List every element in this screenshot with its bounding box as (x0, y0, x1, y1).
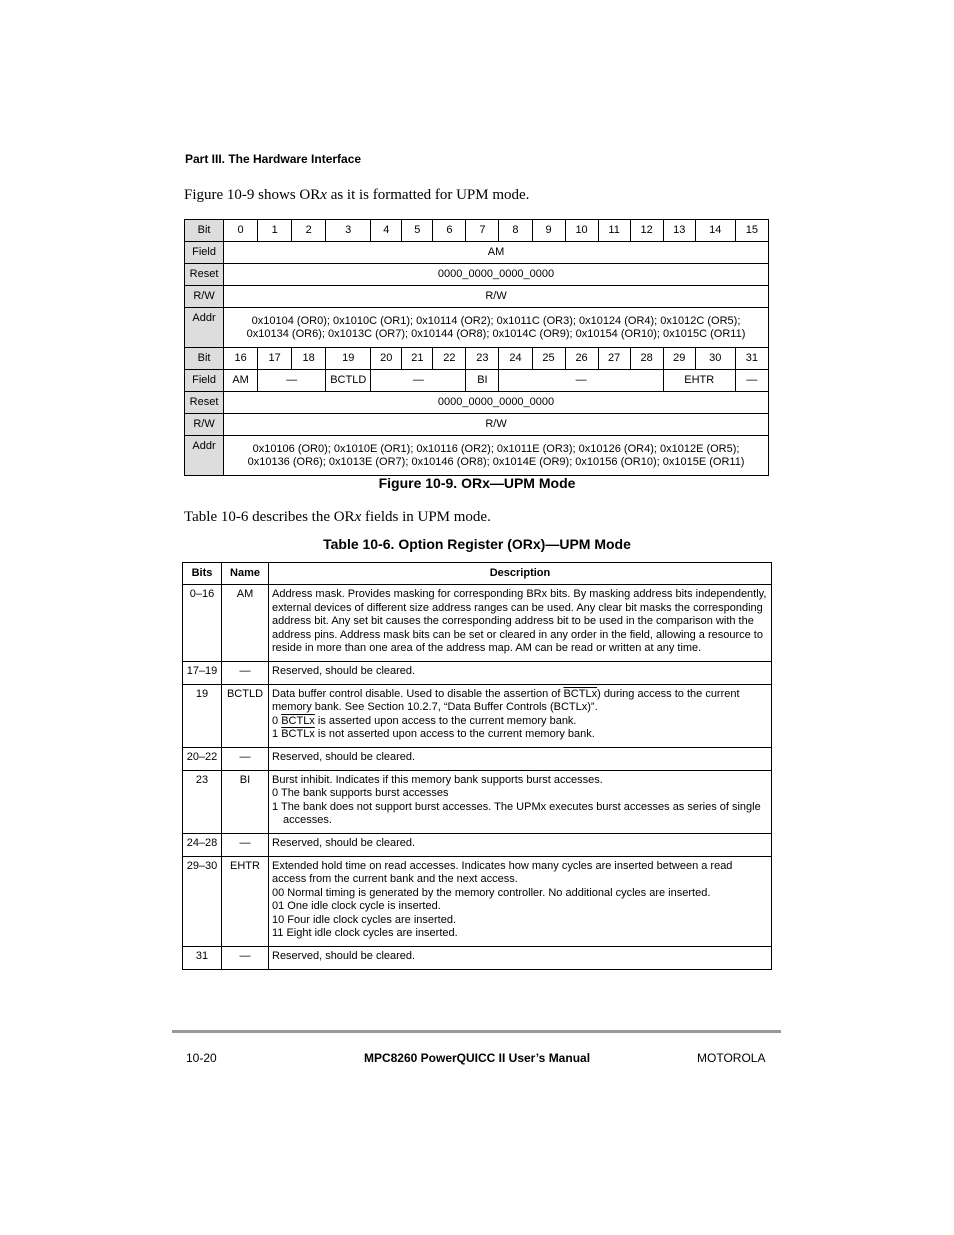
bit-number: 19 (326, 348, 371, 370)
option-line: 01 One idle clock cycle is inserted. (272, 900, 441, 913)
page-number: 10-20 (186, 1051, 217, 1065)
option-line: 10 Four idle clock cycles are inserted. (272, 913, 457, 926)
bit-number: 29 (663, 348, 695, 370)
addr-value (224, 436, 769, 476)
bit-number: 25 (532, 348, 565, 370)
option-line (272, 715, 768, 729)
bit-number: 11 (598, 220, 630, 242)
table-header-row (183, 563, 772, 585)
text-run: is not asserted upon access to the current memory bank. (314, 728, 595, 741)
row-name: EHTR (222, 856, 269, 947)
table-row (183, 856, 772, 947)
bit-number: 28 (630, 348, 663, 370)
option-line: 0 The bank supports burst accesses (272, 787, 449, 800)
row-name: — (222, 833, 269, 856)
row-description (269, 770, 772, 833)
header-name: Name (222, 563, 269, 585)
bit-number: 12 (630, 220, 663, 242)
addr-value (224, 308, 769, 348)
field-bctld: BCTLD (326, 370, 371, 392)
rw-label: R/W (185, 286, 224, 308)
bit-number: 27 (598, 348, 630, 370)
row-name: — (222, 947, 269, 970)
bit-number: 4 (371, 220, 402, 242)
table-row (183, 947, 772, 970)
intro-var: x (320, 187, 327, 203)
field-reserved: — (371, 370, 466, 392)
header-bits: Bits (183, 563, 222, 585)
text-run: 1 (272, 728, 282, 741)
row-description: Address mask. Provides masking for corresponding BRx bits. By masking address bits independently, external devices of different size address ranges can be used. Any clear bit masks the corresponding address bit. Any set bit causes the corresponding address bit to be used in the comparison with the address pins. Address mask bits can be set or cleared in any order in the field, allowing a resource to reside in more than one area of the address map. AM can be read or written at any time. (269, 585, 772, 662)
field-reserved: — (735, 370, 768, 392)
addr-row-lower (185, 436, 769, 476)
intro-var: x (354, 509, 362, 525)
text-run: is asserted upon access to the current memory bank. (314, 714, 577, 727)
bit-number: 23 (466, 348, 499, 370)
bit-label: Bit (185, 348, 224, 370)
field-label: Field (185, 370, 224, 392)
figure-caption: Figure 10-9. ORx—UPM Mode (378, 475, 576, 491)
option-line: 1 The bank does not support burst accesses. The UPMx executes burst accesses as series of single (272, 800, 761, 813)
bit-number: 9 (532, 220, 565, 242)
option-line (272, 728, 768, 742)
reset-value: 0000_0000_0000_0000 (224, 392, 769, 414)
table-row (183, 833, 772, 856)
bit-number: 1 (258, 220, 292, 242)
row-bits: 29–30 (183, 856, 222, 947)
bit-number: 18 (292, 348, 326, 370)
text-run: Data buffer control disable. Used to disable the assertion of (272, 687, 564, 700)
rw-row-upper (185, 286, 769, 308)
intro-text: Table 10-6 describes the OR (184, 509, 355, 525)
register-figure (184, 219, 769, 476)
option-line: 11 Eight idle clock cycles are inserted. (272, 927, 458, 940)
bit-number: 17 (258, 348, 292, 370)
addr-line: 0x10134 (OR6); 0x1013C (OR7); 0x10144 (OR8); 0x1014C (OR9); 0x10154 (OR10); 0x1015C (OR11) (246, 327, 746, 340)
row-name: — (222, 747, 269, 770)
bit-number: 31 (735, 348, 768, 370)
field-am: AM (224, 370, 258, 392)
description-text: Burst inhibit. Indicates if this memory bank supports burst accesses. (272, 773, 603, 786)
rw-value: R/W (224, 286, 769, 308)
table-caption: Table 10-6. Option Register (ORx)—UPM Mode (323, 536, 631, 552)
field-row-upper (185, 242, 769, 264)
bit-number: 14 (695, 220, 735, 242)
reset-label: Reset (185, 264, 224, 286)
row-description: Reserved, should be cleared. (269, 833, 772, 856)
bit-number: 0 (224, 220, 258, 242)
row-bits: 0–16 (183, 585, 222, 662)
rw-label: R/W (185, 414, 224, 436)
option-line-continued: accesses. (283, 814, 332, 827)
row-description: Reserved, should be cleared. (269, 747, 772, 770)
bit-row-upper (185, 220, 769, 242)
reset-row-lower (185, 392, 769, 414)
bit-number: 2 (292, 220, 326, 242)
company-name: MOTOROLA (697, 1051, 766, 1065)
bit-number: 20 (371, 348, 402, 370)
bit-number: 21 (402, 348, 433, 370)
addr-line: 0x10136 (OR6); 0x1013E (OR7); 0x10146 (OR8); 0x1014E (OR9); 0x10156 (OR10); 0x1015E (OR11) (247, 455, 745, 468)
bit-number: 10 (565, 220, 598, 242)
row-bits: 20–22 (183, 747, 222, 770)
bit-label: Bit (185, 220, 224, 242)
bit-number: 7 (466, 220, 499, 242)
row-name: BCTLD (222, 684, 269, 747)
intro-paragraph (184, 187, 529, 204)
row-description: Reserved, should be cleared. (269, 661, 772, 684)
field-bi: BI (466, 370, 499, 392)
signal-name: BCTLx (563, 687, 598, 700)
addr-label: Addr (185, 308, 224, 348)
reset-value: 0000_0000_0000_0000 (224, 264, 769, 286)
footer-rule (172, 1030, 781, 1033)
addr-line: 0x10106 (OR0); 0x1010E (OR1); 0x10116 (OR2); 0x1011E (OR3); 0x10126 (OR4); 0x1012E (OR5); (252, 442, 740, 455)
field-row-lower (185, 370, 769, 392)
header-description: Description (269, 563, 772, 585)
reset-row-upper (185, 264, 769, 286)
bit-row-lower (185, 348, 769, 370)
addr-row-upper (185, 308, 769, 348)
row-name: — (222, 661, 269, 684)
row-name: AM (222, 585, 269, 662)
signal-name: BCTLx (281, 728, 315, 741)
text-run: ) during access to the current memory bank. See Section 10.2.7, “Data Buffer Controls (BCTLx)”. (272, 687, 740, 714)
bit-number: 16 (224, 348, 258, 370)
table-row (183, 585, 772, 662)
rw-row-lower (185, 414, 769, 436)
row-bits: 24–28 (183, 833, 222, 856)
field-reserved: — (258, 370, 326, 392)
row-bits: 19 (183, 684, 222, 747)
intro-text: Figure 10-9 shows OR (184, 187, 321, 203)
bit-number: 6 (433, 220, 466, 242)
text-run: 0 (272, 714, 282, 727)
row-name: BI (222, 770, 269, 833)
table-row (183, 747, 772, 770)
addr-label: Addr (185, 436, 224, 476)
field-am: AM (224, 242, 769, 264)
addr-line: 0x10104 (OR0); 0x1010C (OR1); 0x10114 (OR2); 0x1011C (OR3); 0x10124 (OR4); 0x1012C (OR5); (251, 314, 741, 327)
table-row (183, 770, 772, 833)
bit-number: 22 (433, 348, 466, 370)
signal-name: BCTLx (281, 714, 315, 727)
option-line: 00 Normal timing is generated by the memory controller. No additional cycles are inserted. (272, 886, 711, 899)
row-bits: 23 (183, 770, 222, 833)
running-head: Part III. The Hardware Interface (185, 152, 362, 166)
bit-number: 24 (499, 348, 532, 370)
row-bits: 17–19 (183, 661, 222, 684)
bit-number: 5 (402, 220, 433, 242)
intro-text-end: as it is formatted for UPM mode. (326, 187, 530, 203)
reset-label: Reset (185, 392, 224, 414)
table-row (183, 684, 772, 747)
bit-number: 8 (499, 220, 532, 242)
bit-number: 13 (663, 220, 695, 242)
bit-number: 26 (565, 348, 598, 370)
row-description: Reserved, should be cleared. (269, 947, 772, 970)
manual-title: MPC8260 PowerQUICC II User’s Manual (363, 1051, 591, 1065)
field-reserved: — (499, 370, 663, 392)
field-label: Field (185, 242, 224, 264)
bit-number: 15 (735, 220, 768, 242)
table-row (183, 661, 772, 684)
row-description (269, 856, 772, 947)
field-ehtr: EHTR (663, 370, 735, 392)
row-description (269, 684, 772, 747)
rw-value: R/W (224, 414, 769, 436)
bit-number: 3 (326, 220, 371, 242)
table-intro-paragraph (184, 509, 491, 526)
intro-text-end: fields in UPM mode. (361, 509, 491, 525)
row-bits: 31 (183, 947, 222, 970)
description-text: Extended hold time on read accesses. Indicates how many cycles are inserted between a read access from the current bank and the next access. (272, 859, 733, 886)
bit-number: 30 (695, 348, 735, 370)
description-table (182, 562, 772, 970)
description-text (272, 688, 768, 715)
